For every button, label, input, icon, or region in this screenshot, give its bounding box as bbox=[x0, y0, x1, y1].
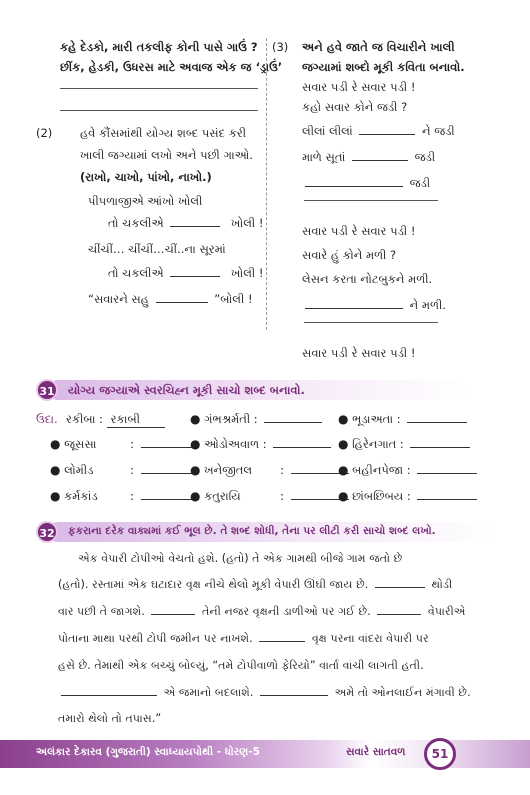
correction-blank[interactable] bbox=[151, 614, 195, 615]
word-item: ● છાંબછિબય : bbox=[338, 489, 480, 504]
paragraph-text: તેની નજર વૃક્ષની ડાળીઓ પર ગઈ છે. bbox=[202, 605, 371, 618]
fill-blank[interactable] bbox=[170, 226, 220, 227]
word-item: ● કર્મકાંડ : bbox=[50, 489, 202, 504]
q3-fill-text: જડી bbox=[414, 150, 436, 164]
page-number: 51 bbox=[424, 738, 456, 770]
paragraph-text: એ જમાનો બદલાશે. bbox=[163, 686, 254, 699]
section-32-title: ફકરાના દરેક વાક્યમાં કઈ ભૂલ છે. તે શબ્દ શોધી, તેના પર લીટી કરી સાચો શબ્દ લખો. bbox=[68, 525, 436, 537]
word-item: ● લોમીડ : bbox=[50, 463, 202, 478]
paragraph-text: અમે તો ઓનલાઈન મંગાવી છે. bbox=[334, 686, 471, 699]
q2-poem-text: ખોલી ! bbox=[230, 266, 264, 280]
bullet-icon: ● bbox=[50, 437, 61, 451]
q3-fill-text: ને જડી bbox=[421, 124, 455, 138]
q3-instruction-1: અને હવે જાતે જ વિચારીને ખાલી bbox=[302, 40, 455, 54]
correction-blank[interactable] bbox=[61, 695, 157, 696]
q3-fill-line bbox=[302, 150, 435, 165]
q3-line: લેસન કરતા નોટબુકને મળી. bbox=[302, 272, 433, 286]
answer-blank[interactable] bbox=[264, 422, 322, 423]
q2-poem-text: તો ચકલીએ bbox=[108, 216, 164, 230]
bullet-icon: ● bbox=[338, 412, 349, 426]
word-text: રકીબા bbox=[66, 412, 96, 426]
word-text: ભૂડાઅતા bbox=[352, 412, 394, 426]
bullet-icon: ● bbox=[190, 437, 201, 451]
word-text: કતુરાયિ bbox=[204, 489, 241, 503]
section-31-badge: 31 bbox=[36, 379, 58, 401]
footer-book-title: અલંકાર દેકારવ (ગુજરાતી) સ્વાધ્યાયપોથી - ધોરણ-5 bbox=[36, 746, 260, 758]
word-item: ● હિરેનગાત : bbox=[338, 437, 473, 452]
word-text: હિરેનગાત bbox=[352, 437, 397, 451]
bullet-icon: ● bbox=[190, 489, 201, 503]
q2-instruction-1: હવે કૌંસમાંથી યોગ્ય શબ્દ પસંદ કરી bbox=[80, 126, 247, 140]
paragraph-text: વૃક્ષ પરના વાંદરા વેપારી પર bbox=[311, 632, 429, 645]
q3-fill-text: માળે સૂતાં bbox=[302, 150, 346, 164]
paragraph-line bbox=[58, 578, 452, 592]
paragraph-text: વેપારીએ bbox=[427, 605, 466, 618]
answer-line bbox=[304, 322, 438, 323]
bullet-icon: ● bbox=[190, 463, 201, 477]
paragraph-line: તમારો થેલો તો તપાસ.” bbox=[58, 712, 162, 725]
answer-blank[interactable] bbox=[417, 499, 477, 500]
fill-blank[interactable] bbox=[170, 276, 220, 277]
paragraph-text: પોતાના માથા પરથી ટોપી જમીન પર નાખશે. bbox=[58, 632, 253, 645]
footer-chapter: સવારે સાતવળ bbox=[346, 746, 406, 758]
q3-line: સવાર પડી રે સવાર પડી ! bbox=[302, 224, 416, 238]
paragraph-line: એક વેપારી ટોપીઓ વેચતો હશે. (હતો) તે એક ગામથી બીજે ગામ જતો છે bbox=[78, 552, 403, 565]
bullet-icon: ● bbox=[338, 489, 349, 503]
word-text: ખનેજીતલ bbox=[204, 463, 253, 477]
q3-fill-line bbox=[302, 124, 455, 139]
paragraph-line: હસે છે. તેમાંથી એક બચ્ચું બોલ્યું, “તમે ટોપીવાળો ફેરિયો” વાર્તા વાંચી લાગતી હતી. bbox=[58, 659, 424, 672]
q2-poem-text: ખોલી ! bbox=[230, 216, 264, 230]
answer-blank[interactable] bbox=[407, 422, 467, 423]
q3-closing: સવાર પડી રે સવાર પડી ! bbox=[302, 346, 416, 360]
fill-blank[interactable] bbox=[305, 308, 403, 309]
q2-poem-text: તો ચકલીએ bbox=[108, 266, 164, 280]
bullet-icon: ● bbox=[338, 463, 349, 477]
q3-fill-text: લીલાં લીલાં bbox=[302, 124, 353, 138]
example-answer: રકાબી bbox=[107, 412, 165, 428]
correction-blank[interactable] bbox=[259, 641, 305, 642]
q3-fill-line bbox=[302, 298, 446, 313]
q2-number: (2) bbox=[36, 126, 53, 140]
answer-line bbox=[304, 200, 438, 201]
q2-poem-text: “સવારને સહુ bbox=[88, 292, 149, 306]
answer-blank[interactable] bbox=[273, 447, 331, 448]
q2-poem-line bbox=[88, 292, 253, 307]
q2-poem-line bbox=[108, 216, 263, 231]
paragraph-text: વાર પછી તે જાગશે. bbox=[58, 605, 145, 618]
q3-fill-text: જડી bbox=[409, 176, 431, 190]
q3-fill-line bbox=[302, 176, 430, 191]
column-divider bbox=[266, 38, 267, 330]
poem-line-2: છીંક, હેડકી, ઉધરસ માટે અવાજ એક જ ‘ડ્રાઉં’ bbox=[60, 60, 283, 74]
q2-poem-line: ચીંચીં… ચીંચીં…ચીં..ના સૂરમાં bbox=[88, 242, 226, 256]
correction-blank[interactable] bbox=[375, 587, 425, 588]
section-32-badge: 32 bbox=[36, 521, 58, 543]
word-text: ઓડોઅવાળ bbox=[204, 437, 260, 451]
q3-line: સવારે હું કોને મળી ? bbox=[302, 248, 397, 262]
bullet-icon: ● bbox=[190, 412, 201, 426]
paragraph-line bbox=[58, 686, 471, 700]
q3-line: સવાર પડી રે સવાર પડી ! bbox=[302, 80, 416, 94]
word-item: રકીબા : રકાબી bbox=[66, 412, 165, 428]
paragraph-text: થોડી bbox=[431, 578, 453, 591]
word-item: ● ગંભશ્રર્મતી : bbox=[190, 412, 325, 427]
correction-blank[interactable] bbox=[377, 614, 421, 615]
bullet-icon: ● bbox=[338, 437, 349, 451]
word-text: જૂસસા bbox=[64, 437, 97, 451]
bullet-icon: ● bbox=[50, 489, 61, 503]
answer-blank[interactable] bbox=[417, 473, 477, 474]
fill-blank[interactable] bbox=[305, 186, 403, 187]
word-item: ● જૂસસા : bbox=[50, 437, 202, 452]
fill-blank[interactable] bbox=[359, 134, 415, 135]
q2-poem-line: પીપળાજીએ આંખો ખોલી bbox=[88, 194, 203, 208]
poem-line-1: કહે દેડકો, મારી તકલીફ કોની પાસે ગાઉં ? bbox=[60, 40, 258, 54]
section-31-title: યોગ્ય જગ્યાએ સ્વરચિહ્ન મૂકી સાચો શબ્દ બનાવો. bbox=[68, 383, 305, 397]
word-text: બહીનપેજા bbox=[352, 463, 404, 477]
q2-instruction-2: ખાલી જગ્યામાં લખો અને પછી ગાઓ. bbox=[80, 148, 253, 162]
word-text: ગંભશ્રર્મતી bbox=[204, 412, 251, 426]
answer-blank[interactable] bbox=[410, 447, 470, 448]
example-label: ઉદા. bbox=[36, 412, 58, 426]
q2-poem-line bbox=[108, 266, 263, 281]
correction-blank[interactable] bbox=[260, 695, 328, 696]
word-text: કર્મકાંડ bbox=[64, 489, 98, 503]
paragraph-line bbox=[58, 632, 429, 646]
paragraph-text: (હતો). રસ્તામાં એક ઘટાદાર વૃક્ષ નીચે થેલો મૂકી વેપારી ઊંઘી જાય છે. bbox=[58, 578, 369, 591]
word-text: લોમીડ bbox=[64, 463, 94, 477]
fill-blank[interactable] bbox=[352, 160, 408, 161]
word-item: ● ભૂડાઅતા : bbox=[338, 412, 470, 427]
word-text: છાંબછિબય bbox=[352, 489, 404, 503]
q2-options: (રાખો, ચાખો, પાંખો, નાખો.) bbox=[80, 170, 212, 184]
paragraph-line bbox=[58, 605, 466, 619]
q3-fill-text: ને મળી. bbox=[409, 298, 446, 312]
answer-line bbox=[60, 110, 258, 111]
word-item: ● ખનેજીતલ : bbox=[190, 463, 352, 478]
q3-number: (3) bbox=[272, 40, 289, 54]
q2-poem-text: ”બોલી ! bbox=[214, 292, 253, 306]
word-item: ● ઓડોઅવાળ : bbox=[190, 437, 334, 452]
q3-line: કહો સવાર કોને જડી ? bbox=[302, 100, 408, 114]
answer-line bbox=[60, 88, 258, 89]
bullet-icon: ● bbox=[50, 463, 61, 477]
word-item: ● બહીનપેજા : bbox=[338, 463, 480, 478]
q3-instruction-2: જગ્યામાં શબ્દો મૂકી કવિતા બનાવો. bbox=[302, 60, 465, 74]
fill-blank[interactable] bbox=[156, 302, 208, 303]
word-item: ● કતુરાયિ : bbox=[190, 489, 352, 504]
